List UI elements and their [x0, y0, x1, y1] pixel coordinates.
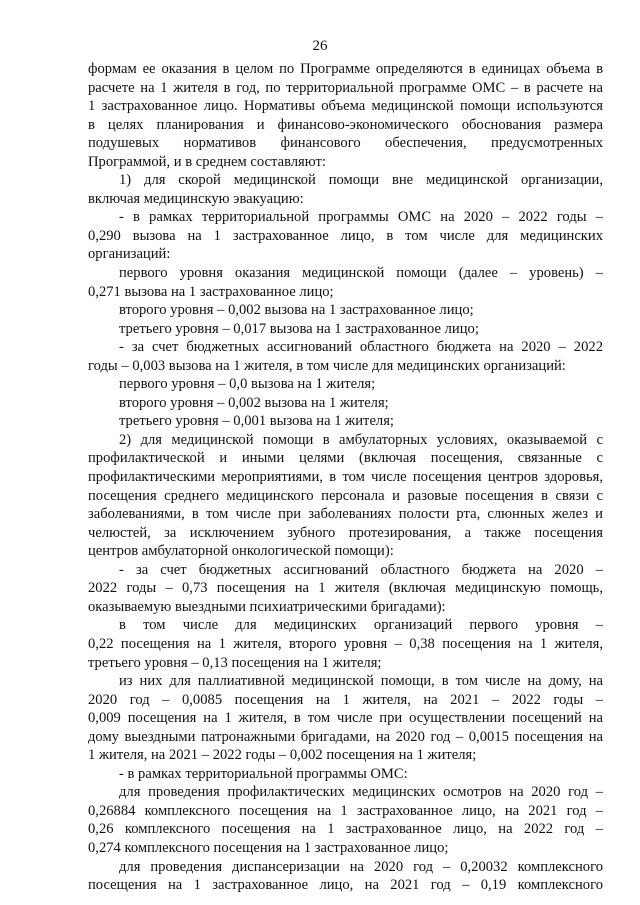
text-line: из них для паллиативной медицинской помощи, в том числе на дому, на [119, 673, 603, 690]
text-line: 0,22 посещения на 1 жителя, второго уровня – 0,38 посещения на 1 жителя, [88, 635, 603, 652]
text-line: 0,290 вызова на 1 застрахованное лицо, в том числе для медицинских [88, 227, 603, 244]
text-line: второго уровня – 0,002 вызова на 1 застрахованное лицо; [119, 302, 474, 319]
text-line: 2020 год – 0,0085 посещения на 1 жителя, на 2021 – 2022 годы – [88, 691, 603, 708]
text-line: - за счет бюджетных ассигнований областного бюджета на 2020 – 2022 [119, 339, 603, 356]
text-line: - за счет бюджетных ассигнований областного бюджета на 2020 – [119, 561, 603, 578]
text-line: организаций: [88, 246, 171, 263]
text-line: центров амбулаторной онкологической помощи): [88, 543, 394, 560]
text-line: формам ее оказания в целом по Программе определяются в единицах объема в [88, 61, 603, 77]
body-text [88, 60, 603, 895]
text-line: первого уровня – 0,0 вызова на 1 жителя; [119, 376, 376, 393]
text-line: 1) для скорой медицинской помощи вне медицинской организации, [119, 172, 603, 189]
text-line: посещения среднего медицинского персонала и разовые посещения в связи с [88, 487, 603, 504]
text-line: для проведения профилактических медицинских осмотров на 2020 год – [119, 784, 603, 801]
text-line: 1 застрахованное лицо. Нормативы объема медицинской помощи используются [88, 98, 603, 115]
text-line: для проведения диспансеризации на 2020 год – 0,20032 комплексного [119, 858, 603, 875]
text-line: дому выездными патронажными бригадами, на 2020 год – 0,0015 посещения на [88, 728, 603, 745]
text-line: профилактическими мероприятиями, в том числе посещения центров здоровья, [88, 469, 603, 486]
text-line: посещения на 1 застрахованное лицо, на 2021 год – 0,19 комплексного [88, 877, 603, 894]
text-line: третьего уровня – 0,13 посещения на 1 жителя; [88, 654, 382, 671]
text-line: третьего уровня – 0,001 вызова на 1 жителя; [119, 413, 394, 430]
text-line: 0,009 посещения на 1 жителя, в том числе при осуществлении посещений на [88, 710, 603, 727]
text-line: 2022 годы – 0,73 посещения на 1 жителя (включая медицинскую помощь, [88, 580, 603, 597]
text-line: 0,274 комплексного посещения на 1 застрахованное лицо; [88, 839, 449, 856]
text-line: челюстей, за исключением зубного протезирования, а также посещения [88, 524, 603, 541]
text-line: годы – 0,003 вызова на 1 жителя, в том числе для медицинских организаций: [88, 357, 566, 374]
text-line: - в рамках территориальной программы ОМС: [119, 765, 408, 782]
text-line: 0,26884 комплексного посещения на 1 застрахованное лицо, на 2021 год – [88, 802, 603, 819]
text-line: Программой, и в среднем составляют: [88, 153, 326, 170]
text-line: 0,26 комплексного посещения на 1 застрахованное лицо, на 2022 год – [88, 821, 603, 838]
text-line: первого уровня оказания медицинской помощи (далее – уровень) – [119, 265, 603, 282]
page-number: 26 [312, 38, 328, 54]
text-line: заболеваниями, в том числе при заболеваниях полости рта, слюнных желез и [88, 506, 603, 523]
text-line: в том числе для медицинских организаций первого уровня – [119, 617, 603, 634]
text-line: оказываемую выездными психиатрическими бригадами): [88, 598, 446, 615]
text-line: 2) для медицинской помощи в амбулаторных условиях, оказываемой с [119, 431, 603, 448]
text-line: 0,271 вызова на 1 застрахованное лицо; [88, 283, 334, 300]
text-line: расчете на 1 жителя в год, по территориальной программе ОМС – в расчете на [88, 79, 603, 96]
text-line: третьего уровня – 0,017 вызова на 1 застрахованное лицо; [119, 320, 479, 337]
text-line: - в рамках территориальной программы ОМС на 2020 – 2022 годы – [119, 209, 603, 226]
text-line: включая медицинскую эвакуацию: [88, 190, 304, 207]
text-line: подушевых нормативов финансового обеспечения, предусмотренных [88, 135, 603, 152]
text-line: 1 жителя, на 2021 – 2022 годы – 0,002 посещения на 1 жителя; [88, 747, 477, 764]
text-line: в целях планирования и финансово-экономического обоснования размера [88, 116, 603, 133]
text-line: профилактической и иными целями (включая посещения, связанные с [88, 450, 603, 467]
text-line: второго уровня – 0,002 вызова на 1 жителя; [119, 394, 389, 411]
